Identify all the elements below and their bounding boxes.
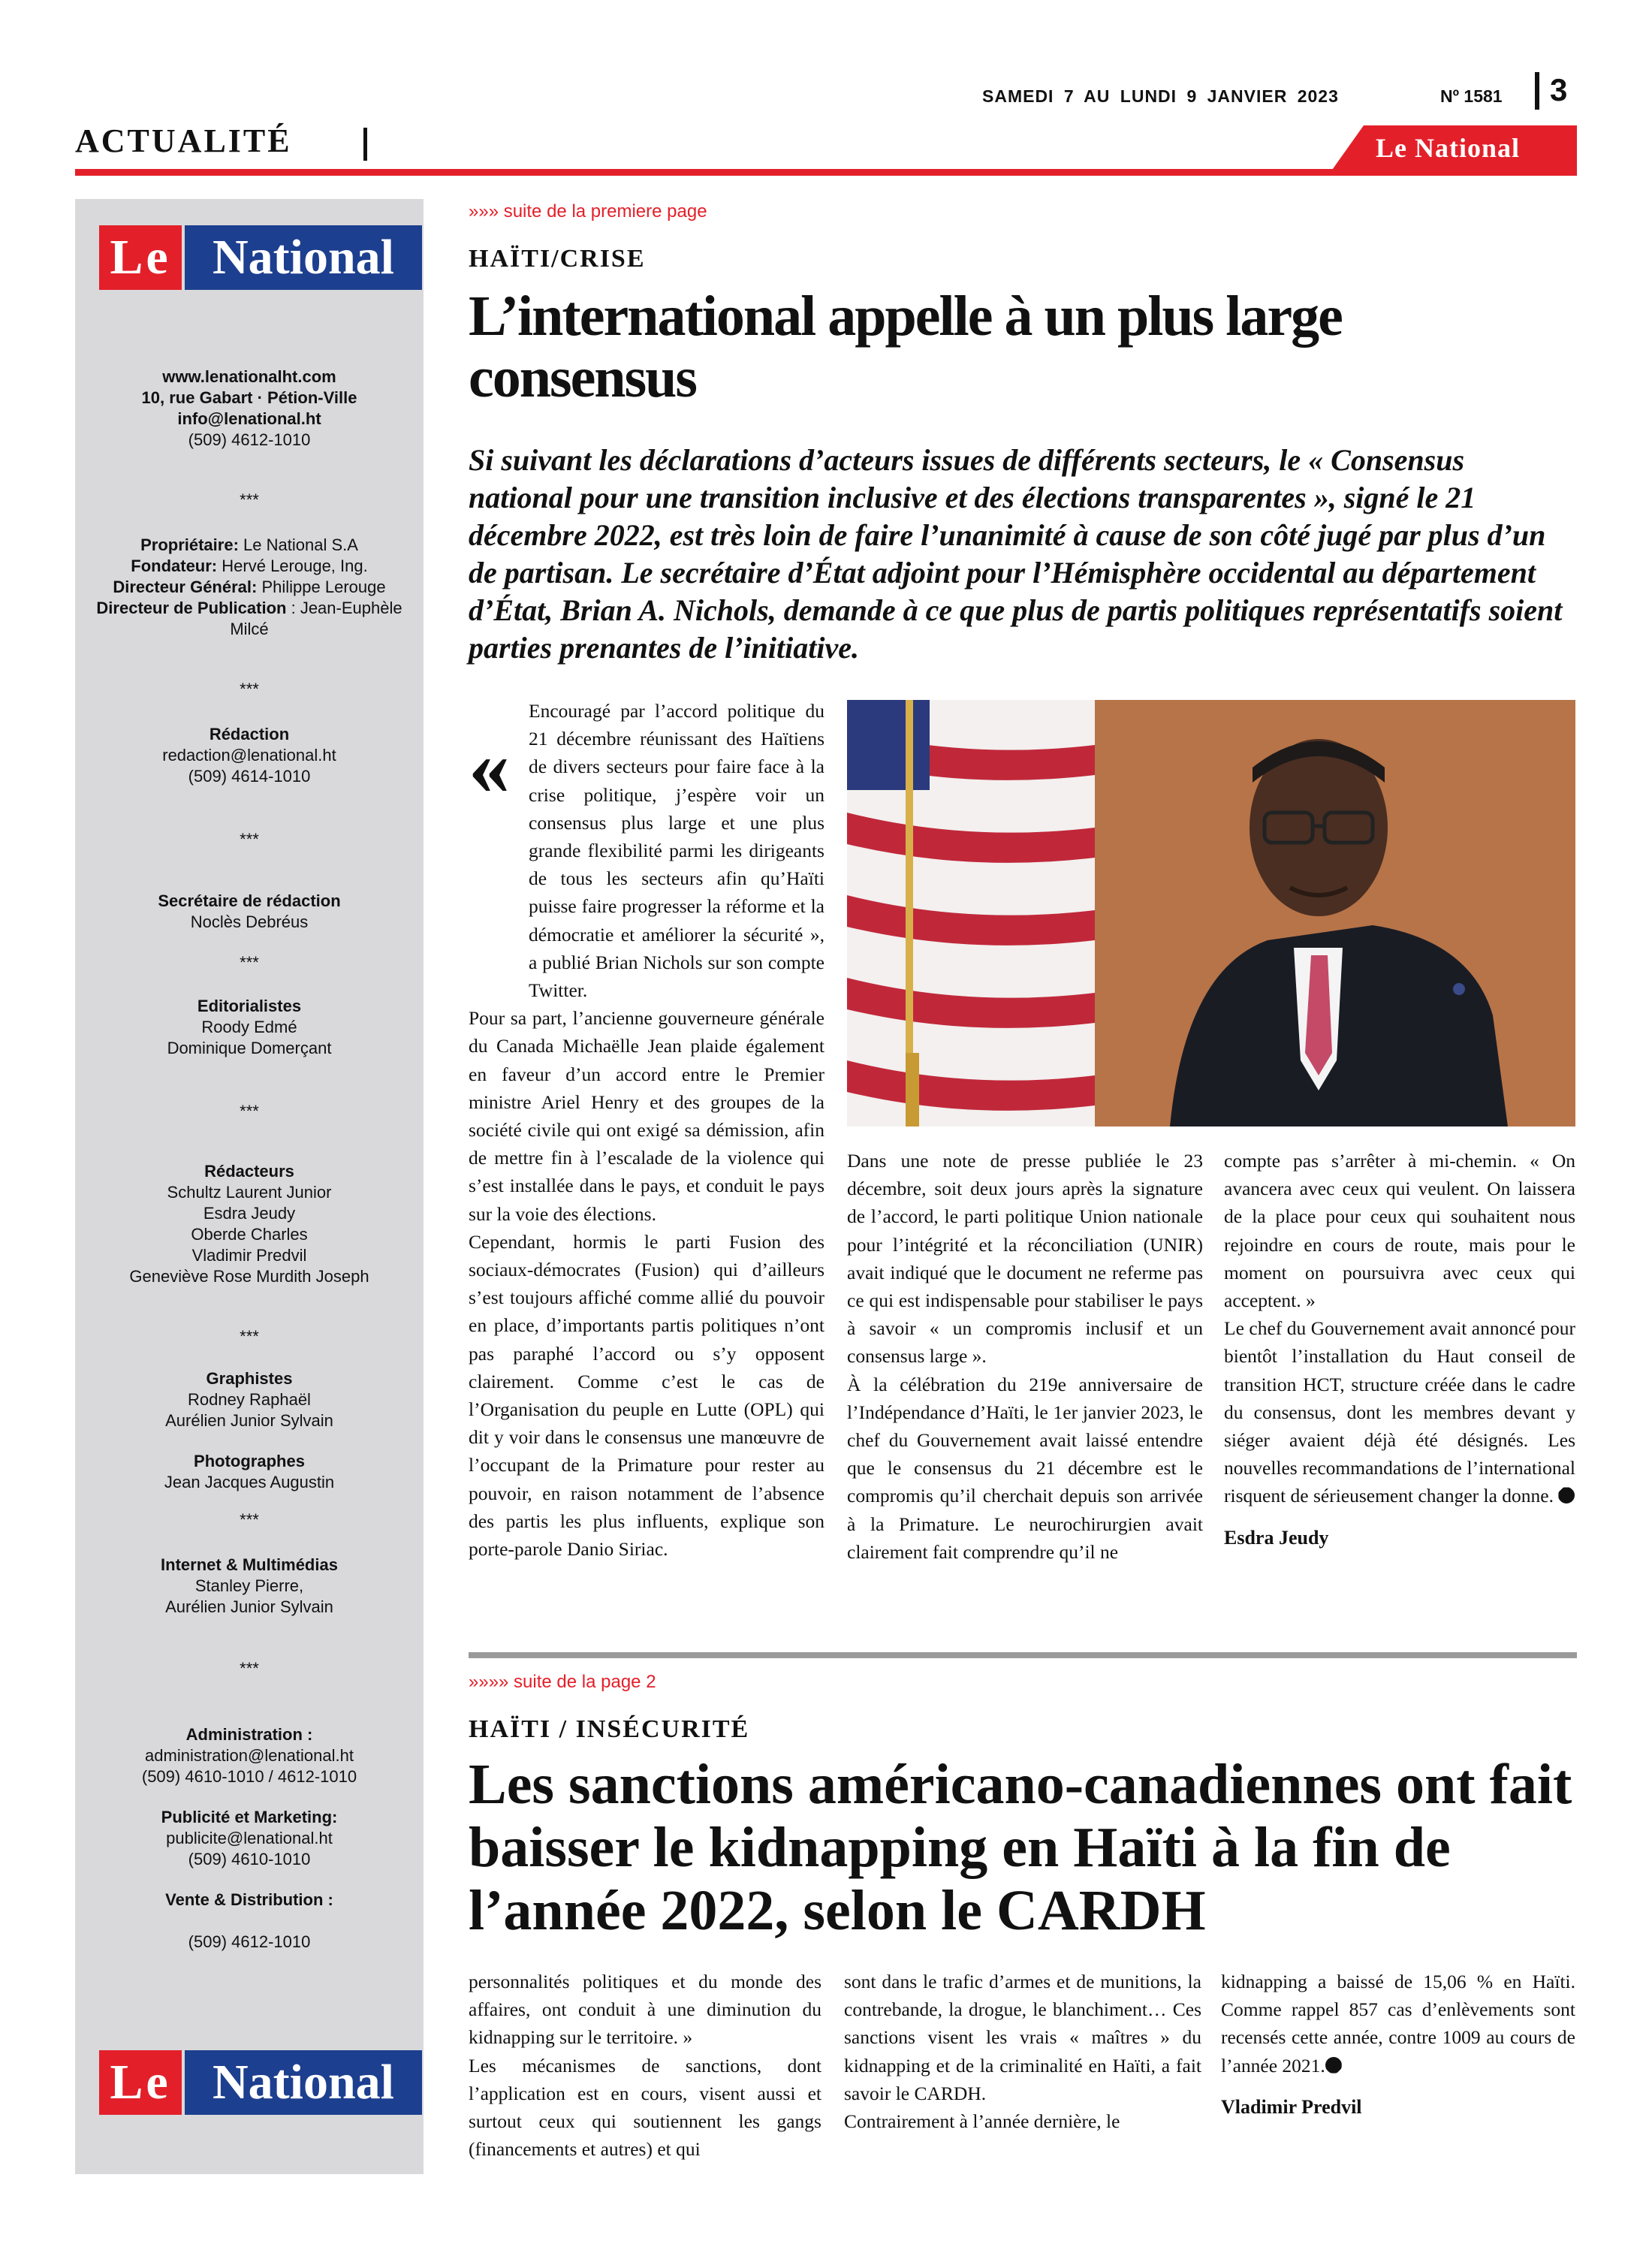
secretaire-label: Secrétaire de rédaction	[158, 891, 341, 910]
brand-tab-label: Le National	[1376, 133, 1521, 163]
article-column-2	[844, 1968, 1201, 2135]
paragraph: À la célébration du 219e anniversaire de l’Indépendance d’Haïti, le 1er janvier 2023, le chef du Gouvernement avait laissé entendre que le consensus du 21 décembre est le compromis qu’il cherchait depuis son arrivée à la Primature. Le neurochirurgien avait clairement fait comprendre qu’il ne	[847, 1373, 1203, 1563]
proprietaire-label: Propriétaire:	[140, 535, 239, 554]
masthead-graphistes	[75, 1368, 424, 1431]
article-author: Vladimir Predvil	[1221, 2095, 1362, 2118]
continuation-kicker: »»» suite de la premiere page	[469, 201, 707, 222]
redaction-phone: (509) 4614-1010	[188, 767, 311, 786]
section-title: ACTUALITÉ	[75, 122, 292, 159]
website-link[interactable]: www.lenationalht.com	[162, 367, 336, 386]
graphistes-label: Graphistes	[206, 1369, 293, 1388]
redacteur: Vladimir Predvil	[191, 1246, 307, 1265]
end-mark-icon	[1325, 2057, 1342, 2074]
separator: ***	[240, 953, 259, 972]
paragraph: Pour sa part, l’ancienne gouverneure générale du Canada Michaëlle Jean plaide également en faveur d’un accord entre le Premier ministre Ariel Henry et des groupes de la société civile qui ont exigé sa démission, afin de mettre fin à l’escalade de la violence qui s’est installée dans le pays, et conduit le pays sur la voie des élections.	[469, 1007, 824, 1225]
photo-official-flag	[847, 700, 1575, 1126]
dp-label: Directeur de Publication	[96, 599, 287, 617]
article-headline: Les sanctions américano-canadiennes ont fait baisser le kidnapping en Haïti à la fin de l’année 2022, selon le CARDH	[469, 1753, 1572, 1942]
masthead-redaction	[75, 724, 424, 787]
graphiste: Aurélien Junior Sylvain	[165, 1411, 333, 1430]
paragraph: Les mécanismes de sanctions, dont l’application est en cours, visent aussi et surtout ceux qui soutiennent les gangs (financements et autres) et qui	[469, 2054, 821, 2161]
masthead-secretaire	[75, 891, 424, 933]
logo-national: National	[185, 2050, 422, 2115]
proprietaire: Le National S.A	[243, 535, 358, 554]
masthead-publicite	[75, 1807, 424, 1870]
masthead-redacteurs	[75, 1161, 424, 1287]
dg: Philippe Lerouge	[261, 578, 386, 596]
logo-bottom	[99, 2050, 422, 2115]
drop-quote: «	[469, 720, 510, 812]
paragraph: compte pas s’arrêter à mi-chemin. « On avancera avec ceux qui veulent. On laissera de la place pour ceux qui souhaitent nous rejoindre en cours de route, mais pour le moment on poursuivra avec ceux qui acceptent. »	[1224, 1150, 1575, 1312]
redacteur: Oberde Charles	[191, 1225, 308, 1244]
logo-le: Le	[99, 225, 182, 290]
editorialiste: Roody Edmé	[201, 1018, 297, 1036]
internet-label: Internet & Multimédias	[161, 1555, 338, 1574]
article-rubric: HAÏTI / INSÉCURITÉ	[469, 1715, 750, 1743]
logo-national: National	[185, 225, 422, 290]
separator: ***	[240, 680, 259, 698]
article-column-2	[847, 1147, 1203, 1566]
email-link[interactable]: info@lenational.ht	[177, 409, 321, 428]
article-column-1	[469, 697, 824, 1563]
redacteur: Schultz Laurent Junior	[167, 1183, 332, 1202]
separator: ***	[240, 1327, 259, 1346]
article-divider	[469, 1652, 1577, 1658]
dg-label: Directeur Général:	[113, 578, 258, 596]
publicite-phone: (509) 4610-1010	[188, 1850, 311, 1868]
paragraph	[1221, 1968, 1575, 2080]
vente-phone: (509) 4612-1010	[188, 1932, 311, 1951]
internet-member: Aurélien Junior Sylvain	[165, 1597, 333, 1616]
logo-top	[99, 225, 422, 290]
article-author: Esdra Jeudy	[1224, 1526, 1329, 1549]
paragraph: Cependant, hormis le parti Fusion des sociaux-démocrates (Fusion) qui d’ailleurs s’est toujours affiché comme allié du pouvoir en place, d’importants partis politiques n’ont pas paraphé l’accord ou s’y opposent clairement. Comme c’est le cas de l’Organisation du peuple en Lutte (OPL) qui dit y voir dans le consensus une manœuvre de l’occupant de la Primature pour rester au pouvoir, en raison notamment de l’absence des partis les plus influents, explique son porte-parole Danio Siriac.	[469, 1230, 824, 1561]
vente-label: Vente & Distribution :	[165, 1890, 333, 1909]
article-headline: L’international appelle à un plus large consensus	[469, 285, 1342, 409]
masthead-ownership	[75, 535, 424, 640]
page-number: 3	[1550, 72, 1568, 107]
header-rule	[75, 169, 1577, 176]
page-number-divider	[1535, 72, 1539, 110]
separator: ***	[240, 490, 259, 509]
logo-le: Le	[99, 2050, 182, 2115]
masthead-contact	[75, 366, 424, 451]
redaction-email[interactable]: redaction@lenational.ht	[162, 746, 336, 765]
paragraph: Contrairement à l’année dernière, le	[844, 2110, 1120, 2133]
masthead-editorialistes	[75, 996, 424, 1059]
publicite-label: Publicité et Marketing:	[161, 1808, 338, 1826]
redaction-label: Rédaction	[209, 725, 290, 743]
dp: : Jean-Euphèle Milcé	[230, 599, 402, 638]
paragraph	[1224, 1314, 1575, 1510]
editorialistes-label: Editorialistes	[197, 997, 302, 1015]
end-mark-icon	[1558, 1487, 1575, 1504]
paragraph: Dans une note de presse publiée le 23 décembre, soit deux jours après la signature de l’accord, le parti politique Union nationale pour l’intégrité et la réconciliation (UNIR) avait indiqué que le document ne referme pas ce qui est indispensable pour stabiliser le pays à savoir « un compromis inclusif et un consensus large ».	[847, 1150, 1203, 1368]
separator: ***	[240, 1510, 259, 1529]
photographe: Jean Jacques Augustin	[164, 1473, 335, 1491]
editorialiste: Dominique Domerçant	[167, 1039, 332, 1057]
redacteur: Esdra Jeudy	[203, 1204, 296, 1223]
article-rubric: HAÏTI/CRISE	[469, 245, 646, 273]
continuation-kicker: »»»» suite de la page 2	[469, 1672, 656, 1692]
graphiste: Rodney Raphaël	[188, 1390, 311, 1409]
paragraph: sont dans le trafic d’armes et de munitions, la contrebande, la drogue, le blanchiment… Ces sanctions visent les vrais « maîtres » du kidnapping et de la criminalité en Haïti, a fait savoir le CARDH.	[844, 1971, 1201, 2104]
masthead-photographes	[75, 1451, 424, 1493]
masthead-administration	[75, 1724, 424, 1787]
address: 10, rue Gabart · Pétion-Ville	[141, 388, 357, 407]
section-divider	[363, 128, 367, 161]
separator: ***	[240, 830, 259, 849]
article-lead: Si suivant les déclarations d’acteurs issues de différents secteurs, le « Consensus national pour une transition inclusive et des élections transparentes », signé le 21 décembre 2022, est très loin de faire l’unanimité à cause de son côté jugé par plus d’un de partisan. Le secrétaire d’État adjoint pour l’Hémisphère occidental au département d’État, Brian A. Nichols, demande à ce que plus de partis politiques représentatifs soient parties prenantes de l’initiative.	[469, 443, 1563, 665]
internet-member: Stanley Pierre,	[194, 1576, 304, 1595]
redacteurs-label: Rédacteurs	[204, 1162, 294, 1181]
fondateur: Hervé Lerouge, Ing.	[222, 556, 368, 575]
masthead-vente	[75, 1890, 424, 1953]
article-column-3	[1224, 1147, 1575, 1552]
publicite-email[interactable]: publicite@lenational.ht	[166, 1829, 333, 1847]
issue-number: Nº 1581	[1440, 86, 1503, 106]
photographes-label: Photographes	[194, 1452, 305, 1470]
masthead-internet	[75, 1555, 424, 1618]
paragraph-text: kidnapping a baissé de 15,06 % en Haïti. Comme rappel 857 cas d’enlèvements sont recensés cette année, contre 1009 au cours de l’année 2021.	[1221, 1971, 1575, 2077]
issue-date: SAMEDI 7 AU LUNDI 9 JANVIER 2023	[982, 86, 1339, 106]
administration-phone: (509) 4610-1010 / 4612-1010	[141, 1767, 357, 1786]
redacteur: Geneviève Rose Murdith Joseph	[129, 1267, 369, 1286]
phone: (509) 4612-1010	[188, 430, 311, 449]
article-column-1	[469, 1968, 821, 2163]
article-column-3	[1221, 1968, 1575, 2121]
paragraph: Encouragé par l’accord politique du 21 décembre réunissant des Haïtiens de divers secteurs pour faire face à la crise politique, j’espère voir un consensus plus large et une plus grande flexibilité parmi les dirigeants de tous les secteurs afin qu’Haïti puisse faire progresser la réforme et la démocratie et améliorer la sécurité », a publié Brian Nichols sur son compte Twitter.	[529, 700, 824, 1002]
administration-email[interactable]: administration@lenational.ht	[145, 1746, 354, 1765]
paragraph: personnalités politiques et du monde des affaires, ont conduit à une diminution du kidnapping sur le territoire. »	[469, 1971, 821, 2049]
separator: ***	[240, 1102, 259, 1120]
separator: ***	[240, 1659, 259, 1678]
fondateur-label: Fondateur:	[131, 556, 218, 575]
administration-label: Administration :	[185, 1725, 313, 1744]
secretaire: Noclès Debréus	[190, 912, 309, 931]
paragraph-text: Le chef du Gouvernement avait annoncé pour bientôt l’installation du Haut conseil de transition HCT, structure créée dans le cadre du consensus, dont les membres devant y siéger avaient déjà été désignés. Les nouvelles recommandations de l’international risquent de sérieusement changer la donne.	[1224, 1317, 1575, 1507]
